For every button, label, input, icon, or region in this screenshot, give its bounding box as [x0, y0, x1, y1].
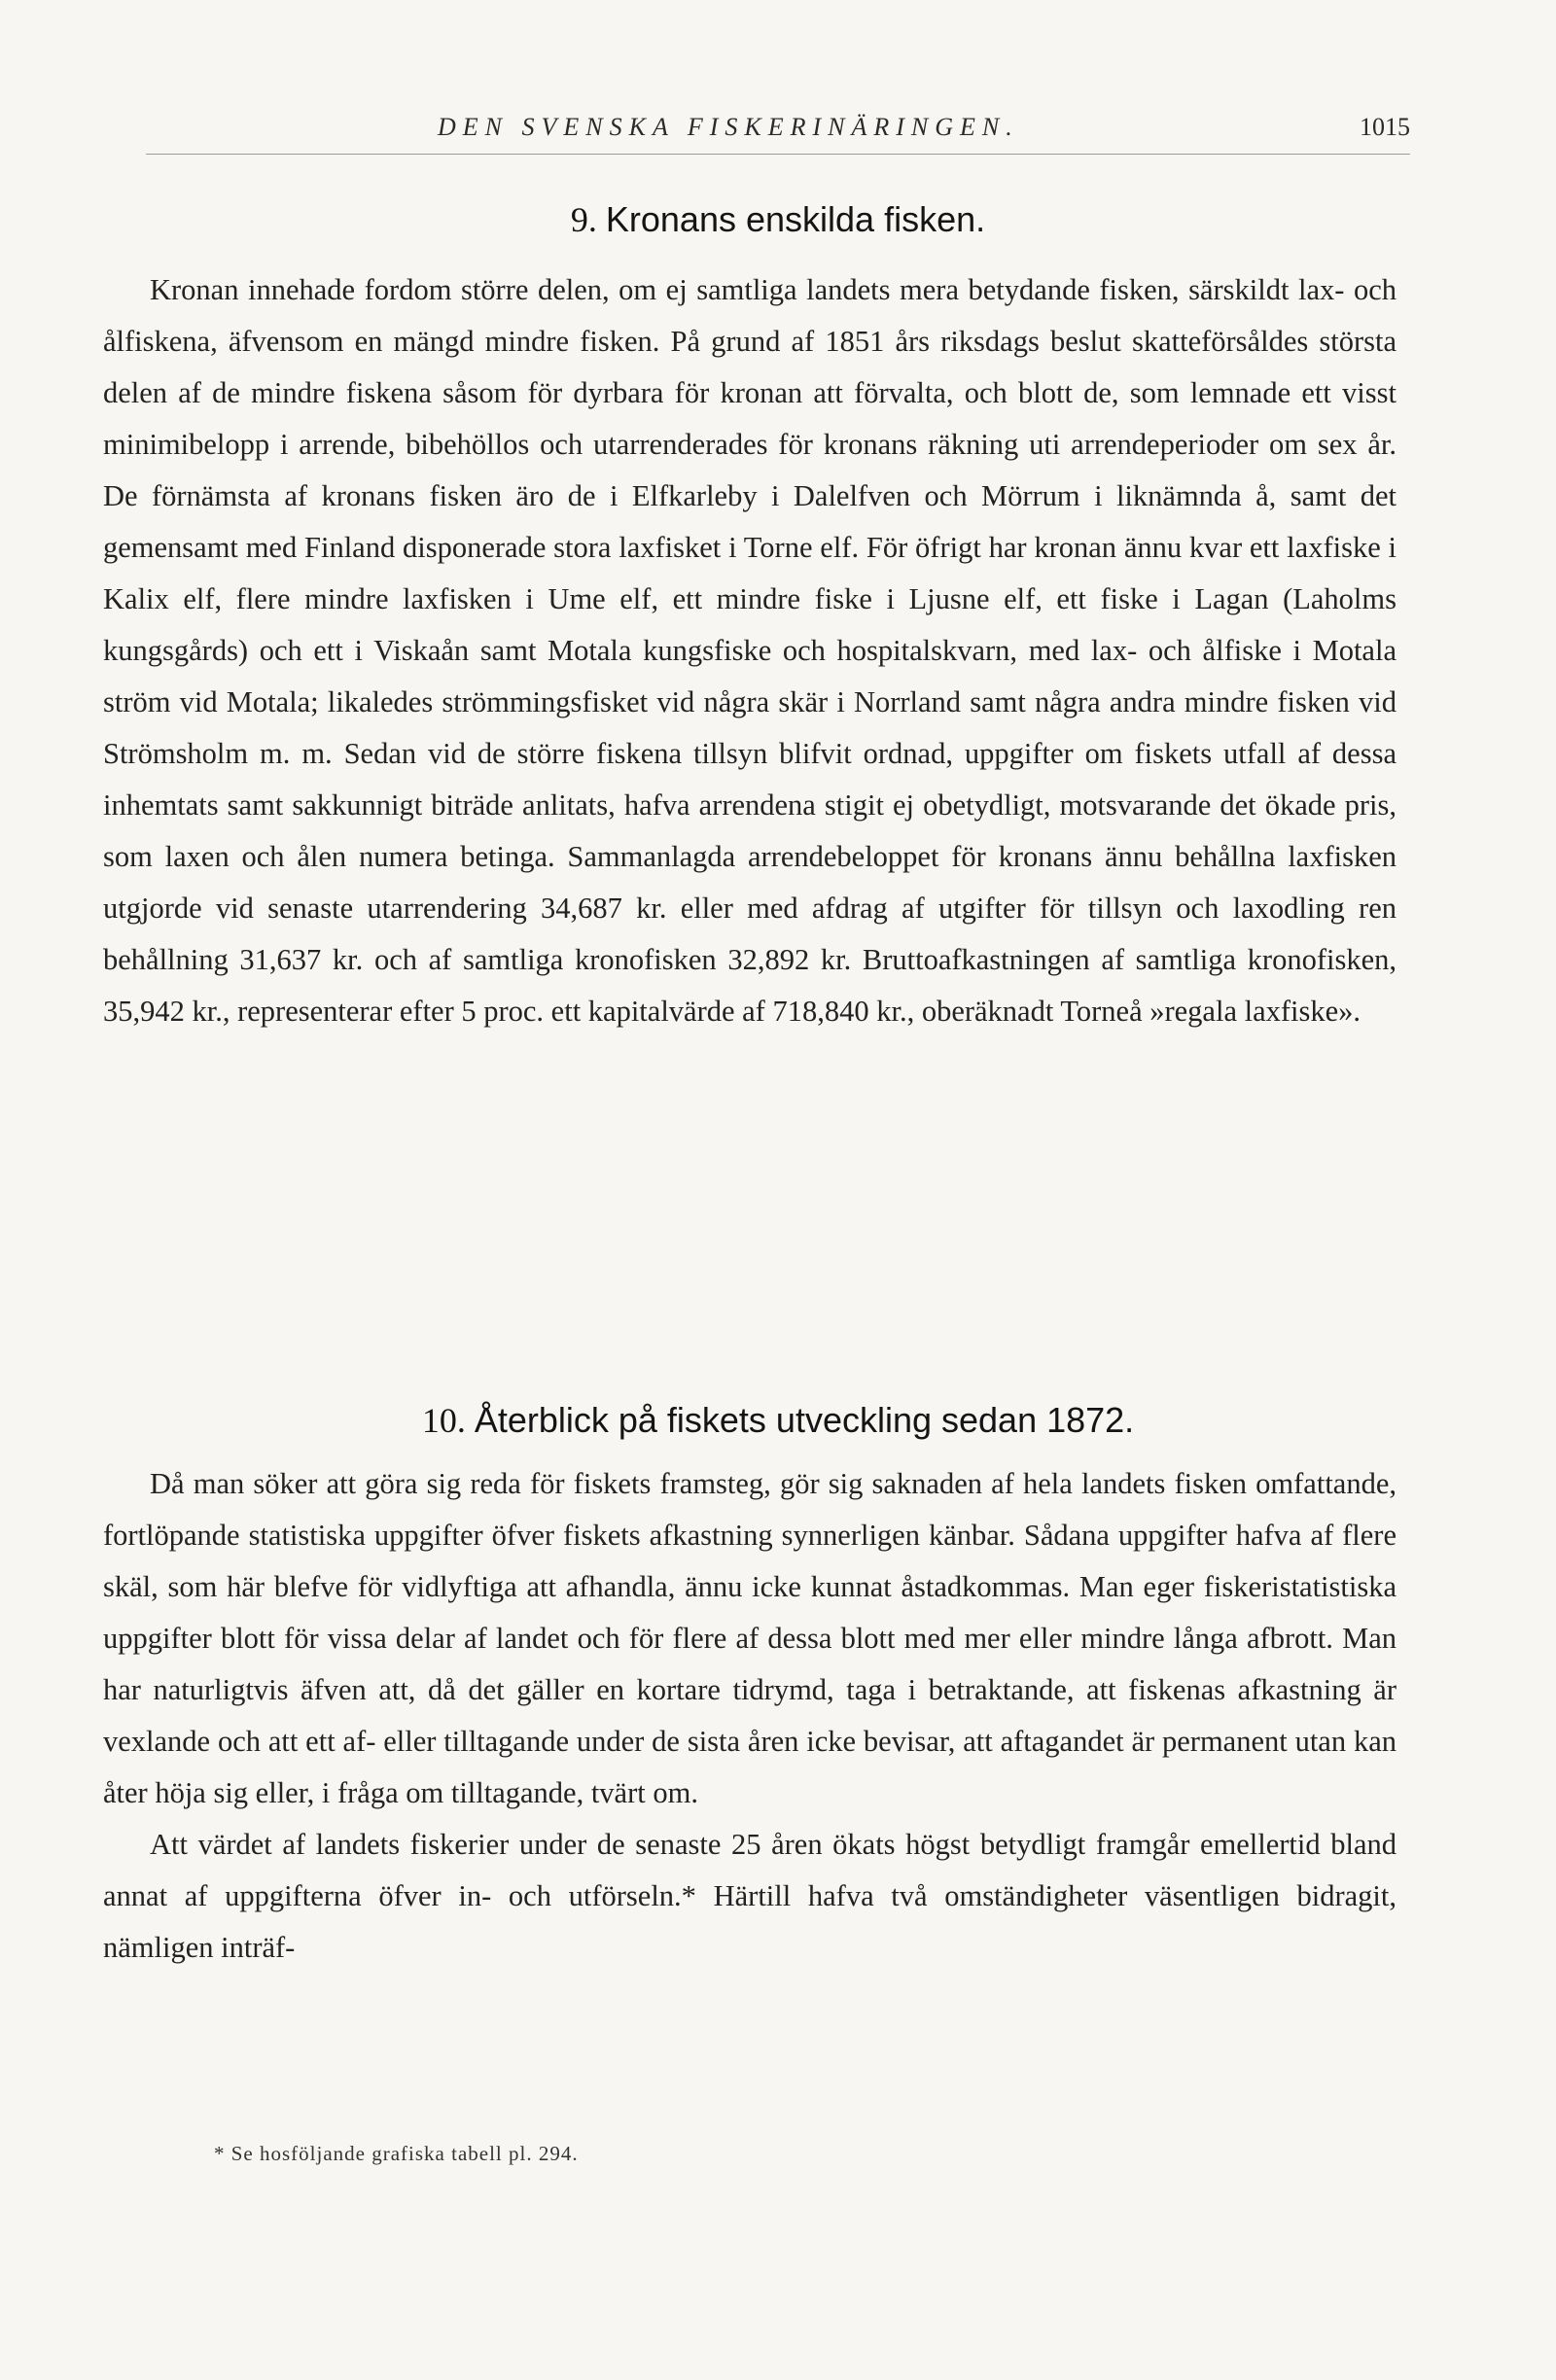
section-10-number: 10.	[421, 1401, 466, 1440]
section-10-body	[103, 1458, 1397, 1974]
section-9-body	[103, 264, 1397, 1037]
section-9-number: 9.	[570, 200, 597, 239]
section-10-title: Återblick på fiskets utveckling sedan 1872.	[474, 1400, 1135, 1440]
section-9-title: Kronans enskilda fisken.	[605, 199, 986, 239]
running-title: DEN SVENSKA FISKERINÄRINGEN.	[438, 113, 1019, 141]
footnote: * Se hosföljande grafiska tabell pl. 294.	[214, 2142, 579, 2165]
section-10-paragraph-1: Då man söker att göra sig reda för fiskets framsteg, gör sig saknaden af hela landets fisken omfattande, fortlöpande statistiska uppgifter öfver fiskets afkastning synnerligen känbar. Sådana uppgifter hafva af flere skäl, som här blefve för vidlyftiga att afhandla, ännu icke kunnat åstadkommas. Man eger fiskeristatistiska uppgifter blott för vissa delar af landet och för flere af dessa blott med mer eller mindre långa afbrott. Man har naturligtvis äfven att, då det gäller en kortare tidrymd, taga i betraktande, att fiskenas afkastning är vexlande och att ett af- eller tilltagande under de sista åren icke bevisar, att aftagandet är permanent utan kan åter höja sig eller, i fråga om tilltagande, tvärt om.	[103, 1467, 1397, 1809]
running-header	[146, 105, 1410, 155]
page-number: 1015	[1360, 113, 1410, 141]
section-9-paragraph: Kronan innehade fordom större delen, om ej samtliga landets mera betydande fisken, särskildt lax- och ålfiskena, äfvensom en mängd mindre fisken. På grund af 1851 års riksdags beslut skatteförsåldes största delen af de mindre fiskena såsom för dyrbara för kronan att förvalta, och blott de, som lemnade ett visst minimibelopp i arrende, bibehöllos och utarrenderades för kronans räkning uti arrendeperioder om sex år. De förnämsta af kronans fisken äro de i Elfkarleby i Dalelfven och Mörrum i liknämnda å, samt det gemensamt med Finland disponerade stora laxfisket i Torne elf. För öfrigt har kronan ännu kvar ett laxfiske i Kalix elf, flere mindre laxfisken i Ume elf, ett mindre fiske i Ljusne elf, ett fiske i Lagan (Laholms kungsgårds) och ett i Viskaån samt Motala kungsfiske och hospitalskvarn, med lax- och ålfiske i Motala ström vid Motala; likaledes strömmingsfisket vid några skär i Norrland samt några andra mindre fisken vid Strömsholm m. m. Sedan vid de större fiskena tillsyn blifvit ordnad, uppgifter om fiskets utfall af dessa inhemtats samt sakkunnigt biträde anlitats, hafva arrendena stigit ej obetydligt, motsvarande det ökade pris, som laxen och ålen numera betinga. Sammanlagda arrendebeloppet för kronans ännu behållna laxfisken utgjorde vid senaste utarrendering 34,687 kr. eller med afdrag af utgifter för tillsyn och laxodling ren behållning 31,637 kr. och af samtliga kronofisken 32,892 kr. Bruttoafkastningen af samtliga kronofisken, 35,942 kr., representerar efter 5 proc. ett kapitalvärde af 718,840 kr., oberäknadt Torneå »regala laxfiske».	[103, 273, 1397, 1028]
section-10-paragraph-2: Att värdet af landets fiskerier under de senaste 25 åren ökats högst betydligt framgår emellertid bland annat af uppgifterna öfver in- och utförseln.* Härtill hafva två omständigheter väsentligen bidragit, nämligen inträf-	[103, 1828, 1397, 1964]
section-9-heading	[0, 199, 1556, 240]
section-10-heading	[0, 1400, 1556, 1441]
